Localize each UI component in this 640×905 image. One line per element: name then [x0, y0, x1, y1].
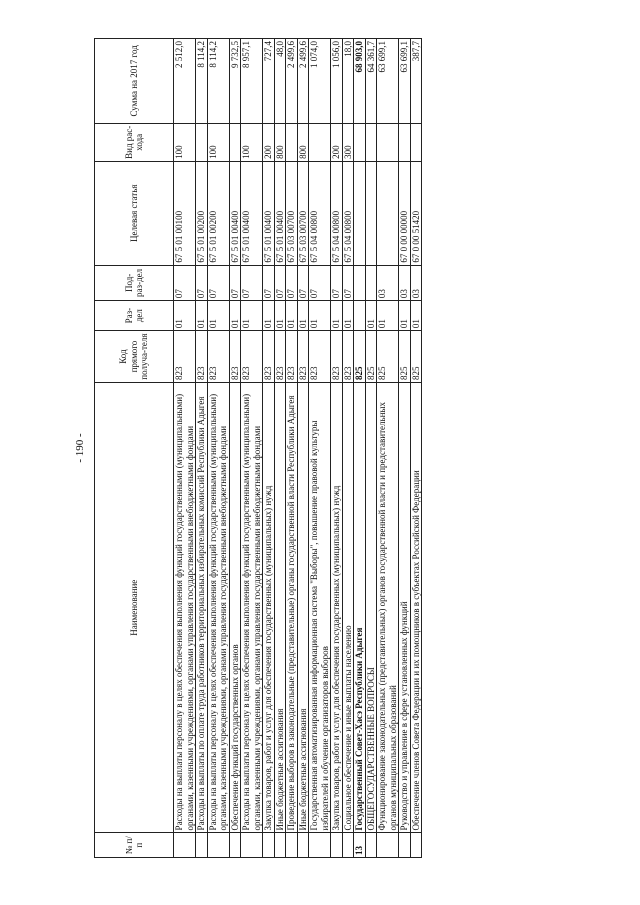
- page-number: - 190 -: [74, 433, 86, 463]
- cell-sum: 64 361,7: [365, 39, 377, 124]
- cell-cel: 67 5 01 00400: [263, 161, 275, 265]
- table-row: [229, 39, 241, 858]
- cell-vid: 800: [297, 123, 309, 161]
- cell-kod: 823: [309, 331, 331, 383]
- cell-razdel: 01: [196, 301, 208, 331]
- cell-vid: [196, 123, 208, 161]
- cell-sum: 727,4: [263, 39, 275, 124]
- cell-razdel: [354, 301, 366, 331]
- cell-vid: [410, 123, 422, 161]
- table-row: [274, 39, 286, 858]
- cell-cel: [365, 161, 377, 265]
- cell-kod: 823: [196, 331, 208, 383]
- cell-no: [410, 833, 422, 858]
- cell-vid: [309, 123, 331, 161]
- header-name: Наименование: [95, 383, 174, 833]
- cell-sum: 2 499,6: [297, 39, 309, 124]
- cell-no: [263, 833, 275, 858]
- cell-razdel: 01: [229, 301, 241, 331]
- cell-razdel: 01: [297, 301, 309, 331]
- cell-sum: 48,0: [274, 39, 286, 124]
- cell-name: Закупка товаров, работ и услуг для обеспечения государственных (муниципальных) нужд: [263, 383, 275, 833]
- table-row: [410, 39, 422, 858]
- cell-no: [309, 833, 331, 858]
- cell-sum: 9 732,5: [229, 39, 241, 124]
- cell-vid: [365, 123, 377, 161]
- cell-podrazdel: 03: [399, 265, 411, 300]
- cell-podrazdel: 07: [241, 265, 263, 300]
- cell-cel: [377, 161, 399, 265]
- cell-name: Расходы на выплаты персоналу в целях обеспечения выполнения функций государственными (муниципальными) органами, казенными учреждениями, органами управления государственными внебюджетными фондами: [207, 383, 229, 833]
- cell-kod: 823: [274, 331, 286, 383]
- header-razdel: Раз-дел: [95, 301, 174, 331]
- cell-razdel: 01: [399, 301, 411, 331]
- table-row: [286, 39, 298, 858]
- cell-razdel: 01: [174, 301, 196, 331]
- table-row: [365, 39, 377, 858]
- cell-name: Закупка товаров, работ и услуг для обеспечения государственных (муниципальных) нужд: [331, 383, 343, 833]
- cell-name: Социальное обеспечение и иные выплаты населению: [342, 383, 354, 833]
- cell-vid: [354, 123, 366, 161]
- table-row: [331, 39, 343, 858]
- cell-kod: 823: [331, 331, 343, 383]
- cell-no: 13: [354, 833, 366, 858]
- cell-podrazdel: [365, 265, 377, 300]
- cell-podrazdel: 07: [331, 265, 343, 300]
- cell-name: Иные бюджетные ассигнования: [274, 383, 286, 833]
- cell-name: Расходы на выплаты по оплате труда работников территориальных избирательных комиссий Республики Адыгея: [196, 383, 208, 833]
- cell-vid: 100: [207, 123, 229, 161]
- cell-name: Иные бюджетные ассигнования: [297, 383, 309, 833]
- header-kod: Код прямого получа-теля: [95, 331, 174, 383]
- cell-kod: 823: [229, 331, 241, 383]
- cell-razdel: 01: [274, 301, 286, 331]
- cell-vid: 100: [174, 123, 196, 161]
- cell-vid: 100: [241, 123, 263, 161]
- cell-no: [207, 833, 229, 858]
- cell-razdel: 01: [377, 301, 399, 331]
- table-row: [377, 39, 399, 858]
- cell-podrazdel: 07: [196, 265, 208, 300]
- cell-sum: 63 699,1: [399, 39, 411, 124]
- cell-podrazdel: 07: [342, 265, 354, 300]
- budget-table: [94, 38, 422, 858]
- cell-vid: 300: [342, 123, 354, 161]
- cell-cel: 67 5 04 00800: [331, 161, 343, 265]
- cell-name: Расходы на выплаты персоналу в целях обеспечения выполнения функций государственными (муниципальными) органами, казенными учреждениями, органами управления государственными внебюджетными фондами: [241, 383, 263, 833]
- cell-cel: 67 5 03 00700: [286, 161, 298, 265]
- header-vid: Вид рас-хода: [95, 123, 174, 161]
- cell-no: [297, 833, 309, 858]
- cell-vid: [377, 123, 399, 161]
- cell-kod: 823: [174, 331, 196, 383]
- cell-razdel: 01: [365, 301, 377, 331]
- table-row: [399, 39, 411, 858]
- cell-sum: 8 957,1: [241, 39, 263, 124]
- cell-no: [399, 833, 411, 858]
- cell-no: [331, 833, 343, 858]
- cell-podrazdel: 07: [274, 265, 286, 300]
- cell-podrazdel: 07: [229, 265, 241, 300]
- cell-name: Государственный Совет-Хасэ Республики Адыгея: [354, 383, 366, 833]
- cell-razdel: 01: [342, 301, 354, 331]
- cell-podrazdel: 07: [309, 265, 331, 300]
- cell-podrazdel: 07: [286, 265, 298, 300]
- cell-cel: 67 5 01 00400: [274, 161, 286, 265]
- cell-name: Обеспечение функций государственных органов: [229, 383, 241, 833]
- cell-podrazdel: 07: [263, 265, 275, 300]
- cell-podrazdel: 07: [174, 265, 196, 300]
- table-row: [309, 39, 331, 858]
- cell-sum: 8 114,2: [207, 39, 229, 124]
- cell-vid: 800: [274, 123, 286, 161]
- cell-cel: 67 5 01 00400: [241, 161, 263, 265]
- cell-no: [241, 833, 263, 858]
- cell-kod: 825: [365, 331, 377, 383]
- cell-vid: [399, 123, 411, 161]
- cell-name: Проведение выборов в законодательные (представительные) органы государственной власти Республики Адыгея: [286, 383, 298, 833]
- header-cel: Целевая статья: [95, 161, 174, 265]
- table-row: [196, 39, 208, 858]
- cell-kod: 823: [286, 331, 298, 383]
- cell-cel: 67 5 04 00800: [342, 161, 354, 265]
- cell-podrazdel: 03: [410, 265, 422, 300]
- header-sum: Сумма на 2017 год: [95, 39, 174, 124]
- header-podrazdel: Под-раз-дел: [95, 265, 174, 300]
- cell-name: ОБЩЕГОСУДАРСТВЕННЫЕ ВОПРОСЫ: [365, 383, 377, 833]
- table-row: [297, 39, 309, 858]
- cell-vid: 200: [331, 123, 343, 161]
- cell-sum: 18,0: [342, 39, 354, 124]
- cell-kod: 823: [297, 331, 309, 383]
- cell-sum: 2 512,0: [174, 39, 196, 124]
- cell-podrazdel: 03: [377, 265, 399, 300]
- cell-sum: 63 699,1: [377, 39, 399, 124]
- cell-podrazdel: 07: [207, 265, 229, 300]
- cell-no: [342, 833, 354, 858]
- cell-cel: 67 5 01 00100: [174, 161, 196, 265]
- cell-cel: [354, 161, 366, 265]
- cell-name: Обеспечение членов Совета Федерации и их помощников в субъектах Российской Федерации: [410, 383, 422, 833]
- cell-name: Государственная автоматизированная информационная система "Выборы", повышение правовой культуры избирателей и обучение организаторов выборов: [309, 383, 331, 833]
- cell-kod: 823: [342, 331, 354, 383]
- cell-kod: 825: [399, 331, 411, 383]
- cell-no: [196, 833, 208, 858]
- cell-no: [377, 833, 399, 858]
- cell-razdel: 01: [207, 301, 229, 331]
- table-header-row: [95, 39, 174, 858]
- header-no: № п/п: [95, 833, 174, 858]
- cell-kod: 823: [241, 331, 263, 383]
- cell-sum: 68 903,0: [354, 39, 366, 124]
- cell-razdel: 01: [309, 301, 331, 331]
- cell-name: Руководство и управление в сфере установленных функций: [399, 383, 411, 833]
- cell-razdel: 01: [331, 301, 343, 331]
- cell-vid: 200: [263, 123, 275, 161]
- cell-kod: 823: [207, 331, 229, 383]
- cell-sum: 1 056,0: [331, 39, 343, 124]
- cell-sum: 1 074,0: [309, 39, 331, 124]
- table-row: [207, 39, 229, 858]
- rotated-content: [70, 38, 605, 858]
- cell-no: [365, 833, 377, 858]
- cell-razdel: 01: [410, 301, 422, 331]
- cell-cel: 67 0 00 00000: [399, 161, 411, 265]
- cell-cel: 67 5 03 00700: [297, 161, 309, 265]
- table-row: [342, 39, 354, 858]
- cell-sum: 387,7: [410, 39, 422, 124]
- cell-podrazdel: [354, 265, 366, 300]
- cell-name: Функционирование законодательных (представительных) органов государственной власти и представительных органов муниципальных образований: [377, 383, 399, 833]
- cell-cel: 67 5 01 00200: [207, 161, 229, 265]
- cell-no: [286, 833, 298, 858]
- cell-razdel: 01: [286, 301, 298, 331]
- cell-cel: 67 0 00 51420: [410, 161, 422, 265]
- cell-cel: 67 5 01 00400: [229, 161, 241, 265]
- cell-kod: 823: [263, 331, 275, 383]
- cell-kod: 825: [354, 331, 366, 383]
- cell-razdel: 01: [263, 301, 275, 331]
- cell-no: [229, 833, 241, 858]
- cell-vid: [229, 123, 241, 161]
- cell-vid: [286, 123, 298, 161]
- cell-sum: 8 114,2: [196, 39, 208, 124]
- cell-cel: 67 5 01 00200: [196, 161, 208, 265]
- cell-razdel: 01: [241, 301, 263, 331]
- table-row: [174, 39, 196, 858]
- cell-kod: 825: [410, 331, 422, 383]
- table-row: [354, 39, 366, 858]
- table-row: [241, 39, 263, 858]
- cell-kod: 825: [377, 331, 399, 383]
- cell-no: [274, 833, 286, 858]
- cell-cel: 67 5 04 00800: [309, 161, 331, 265]
- cell-podrazdel: 07: [297, 265, 309, 300]
- table-row: [263, 39, 275, 858]
- cell-name: Расходы на выплаты персоналу в целях обеспечения выполнения функций государственными (муниципальными) органами, казенными учреждениями, органами управления государственными внебюджетными фондами: [174, 383, 196, 833]
- cell-sum: 2 499,6: [286, 39, 298, 124]
- cell-no: [174, 833, 196, 858]
